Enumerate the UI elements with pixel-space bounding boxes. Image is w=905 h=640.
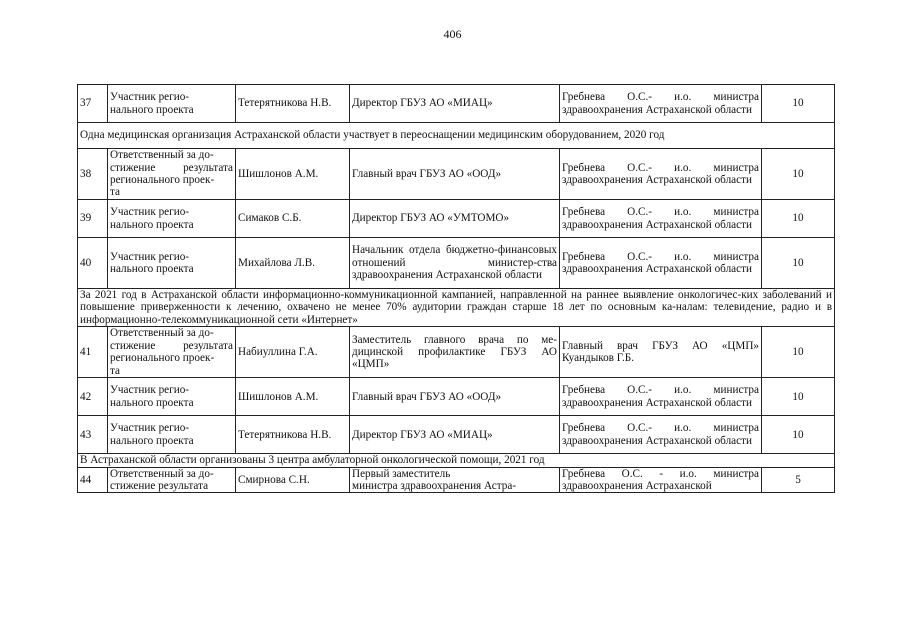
position-cell: Заместитель главного врача по ме-дицинской профилактике ГБУЗ АО «ЦМП» bbox=[350, 327, 560, 378]
table-row bbox=[78, 200, 835, 238]
table-row bbox=[78, 149, 835, 200]
row-number: 38 bbox=[78, 149, 108, 200]
supervisor-cell: Гребнева О.С. - и.о. министра здравоохранения Астраханской bbox=[560, 467, 762, 493]
position-cell: Главный врач ГБУЗ АО «ООД» bbox=[350, 149, 560, 200]
supervisor-cell: Гребнева О.С.- и.о. министра здравоохранения Астраханской области bbox=[560, 378, 762, 416]
supervisor-cell: Гребнева О.С.- и.о. министра здравоохранения Астраханской области bbox=[560, 85, 762, 123]
position-cell: Директор ГБУЗ АО «МИАЦ» bbox=[350, 416, 560, 454]
section-heading: В Астраханской области организованы 3 центра амбулаторной онкологической помощи, 2021 год bbox=[78, 454, 835, 467]
score-cell: 10 bbox=[762, 149, 835, 200]
supervisor-cell: Гребнева О.С.- и.о. министра здравоохранения Астраханской области bbox=[560, 200, 762, 238]
name-cell: Шишлонов А.М. bbox=[236, 149, 350, 200]
role-cell: Участник регио- нального проекта bbox=[108, 416, 236, 454]
score-cell: 10 bbox=[762, 85, 835, 123]
role-cell: Участник регио- нального проекта bbox=[108, 238, 236, 289]
row-number: 37 bbox=[78, 85, 108, 123]
row-number: 43 bbox=[78, 416, 108, 454]
table-row bbox=[78, 327, 835, 378]
score-cell: 10 bbox=[762, 378, 835, 416]
name-cell: Набиуллина Г.А. bbox=[236, 327, 350, 378]
table-row bbox=[78, 416, 835, 454]
section-row bbox=[78, 123, 835, 149]
row-number: 42 bbox=[78, 378, 108, 416]
role-cell: Участник регио- нального проекта bbox=[108, 378, 236, 416]
role-cell: Участник регио- нального проекта bbox=[108, 85, 236, 123]
score-cell: 10 bbox=[762, 200, 835, 238]
section-heading: За 2021 год в Астраханской области информационно-коммуникационной кампанией, направленной на раннее выявление онкологичес-ких заболеваний и повышение приверженности к лечению, охвачено не менее 70% аудитории граждан старше 18 лет по основным ка-налам: телевидение, радио и в информационно-телекоммуникационной сети «Интернет» bbox=[78, 289, 835, 327]
name-cell: Тетерятникова Н.В. bbox=[236, 85, 350, 123]
score-cell: 5 bbox=[762, 467, 835, 493]
name-cell: Шишлонов А.М. bbox=[236, 378, 350, 416]
position-cell: Главный врач ГБУЗ АО «ООД» bbox=[350, 378, 560, 416]
position-cell: Начальник отдела бюджетно-финансовых отношений министер-ства здравоохранения Астраханской области bbox=[350, 238, 560, 289]
table-row bbox=[78, 85, 835, 123]
score-cell: 10 bbox=[762, 416, 835, 454]
row-number: 44 bbox=[78, 467, 108, 493]
table-row bbox=[78, 467, 835, 493]
row-number: 41 bbox=[78, 327, 108, 378]
section-heading: Одна медицинская организация Астраханской области участвует в переоснащении медицинским оборудованием, 2020 год bbox=[78, 123, 835, 149]
name-cell: Тетерятникова Н.В. bbox=[236, 416, 350, 454]
position-cell: Директор ГБУЗ АО «УМТОМО» bbox=[350, 200, 560, 238]
supervisor-cell: Гребнева О.С.- и.о. министра здравоохранения Астраханской области bbox=[560, 149, 762, 200]
score-cell: 10 bbox=[762, 327, 835, 378]
supervisor-cell: Гребнева О.С.- и.о. министра здравоохранения Астраханской области bbox=[560, 238, 762, 289]
name-cell: Смирнова С.Н. bbox=[236, 467, 350, 493]
responsibility-table bbox=[77, 84, 835, 493]
row-number: 39 bbox=[78, 200, 108, 238]
score-cell: 10 bbox=[762, 238, 835, 289]
section-row bbox=[78, 454, 835, 467]
page-number: 406 bbox=[443, 27, 462, 41]
row-number: 40 bbox=[78, 238, 108, 289]
name-cell: Симаков С.Б. bbox=[236, 200, 350, 238]
section-row bbox=[78, 289, 835, 327]
table-row bbox=[78, 238, 835, 289]
name-cell: Михайлова Л.В. bbox=[236, 238, 350, 289]
role-cell: Участник регио- нального проекта bbox=[108, 200, 236, 238]
role-cell: Ответственный за до- стижение результата регионального проек- та bbox=[108, 327, 236, 378]
position-cell: Первый заместитель министра здравоохранения Астра- bbox=[350, 467, 560, 493]
role-cell: Ответственный за до- стижение результата регионального проек- та bbox=[108, 149, 236, 200]
supervisor-cell: Главный врач ГБУЗ АО «ЦМП» Куандыков Г.Б. bbox=[560, 327, 762, 378]
role-cell: Ответственный за до- стижение результата bbox=[108, 467, 236, 493]
position-cell: Директор ГБУЗ АО «МИАЦ» bbox=[350, 85, 560, 123]
table-row bbox=[78, 378, 835, 416]
supervisor-cell: Гребнева О.С.- и.о. министра здравоохранения Астраханской области bbox=[560, 416, 762, 454]
